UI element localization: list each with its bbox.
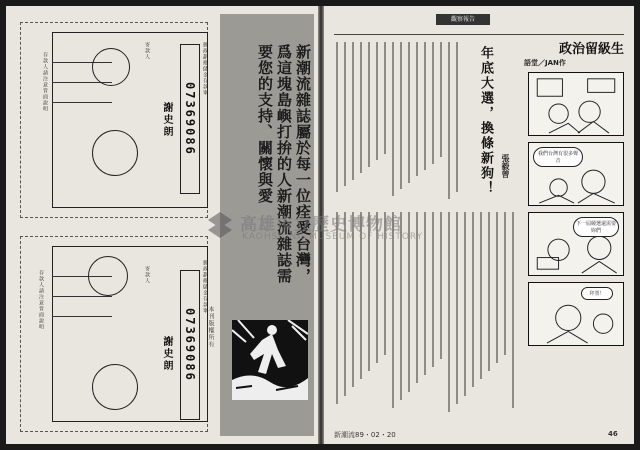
stamp-circle <box>92 48 130 86</box>
promo-band <box>220 14 314 436</box>
issue-footer: 新潮流89・02・20 <box>334 431 396 439</box>
stamp-circle <box>88 256 128 296</box>
text-line <box>504 212 506 355</box>
text-line <box>400 212 402 400</box>
comic-panel-4 <box>528 282 624 346</box>
text-line <box>416 212 418 383</box>
comic-panel-2 <box>528 142 624 206</box>
text-line <box>480 212 482 379</box>
payee-name: 謝史朗 <box>161 102 172 138</box>
text-line <box>344 42 346 186</box>
text-line <box>456 42 458 192</box>
text-line <box>368 42 370 167</box>
text-line <box>400 42 402 189</box>
text-line <box>488 212 490 371</box>
text-line <box>456 212 458 404</box>
postmark-circle <box>92 130 138 176</box>
text-line <box>376 42 378 160</box>
comic-title: 政治留級生 <box>558 42 624 57</box>
text-line <box>392 42 394 196</box>
text-line <box>368 212 370 371</box>
speech-bubble: 下一屆競選還需要妳們 <box>573 217 619 237</box>
text-line <box>392 212 394 408</box>
speech-bubble: 拜票！ <box>581 287 613 300</box>
text-line <box>336 42 338 192</box>
comic-panel-3 <box>528 212 624 276</box>
article-author: 張毅曾 <box>501 154 510 178</box>
text-line <box>424 212 426 375</box>
text-line <box>336 212 338 404</box>
text-line <box>448 212 450 412</box>
article-headline: 年底大選，換條新狗！ <box>478 46 493 196</box>
text-line <box>424 42 426 170</box>
text-line <box>352 42 354 180</box>
comic-panel-1 <box>528 72 624 136</box>
form-title: 郵政劃撥儲金存款單 <box>202 42 208 96</box>
text-line <box>432 212 434 367</box>
watermark-name-en: KAOHSIUNG MUSEUM OF HISTORY <box>242 232 424 242</box>
page-number: 46 <box>608 430 618 438</box>
text-line <box>512 212 514 408</box>
text-line <box>432 42 434 164</box>
notes-label: 存款人請注意背面說明 <box>42 52 48 112</box>
remittance-slip-bottom <box>12 236 212 432</box>
notes-label: 存款人請注意背面說明 <box>38 270 44 330</box>
speech-bubble: 我們台灣有很多聲音 <box>533 147 583 167</box>
text-line <box>496 212 498 363</box>
comic-strip <box>520 38 624 376</box>
column-header: 觀察報告 <box>436 14 490 25</box>
payee-name: 謝史朗 <box>161 336 172 372</box>
text-line <box>440 212 442 359</box>
text-line <box>408 42 410 183</box>
text-line <box>384 42 386 154</box>
text-line <box>472 212 474 387</box>
woodcut-illustration <box>232 320 308 400</box>
watermark-name-cn: 高雄市立歷史博物館 <box>240 215 402 235</box>
text-line <box>360 42 362 173</box>
text-line <box>408 212 410 392</box>
magazine-spread <box>6 6 634 444</box>
form-title: 郵政劃撥儲金存款單 <box>202 260 208 314</box>
text-line <box>464 212 466 396</box>
comic-credit: 語堂／JAN作 <box>524 59 566 67</box>
text-line <box>360 212 362 379</box>
text-line <box>448 42 450 199</box>
right-page <box>324 6 634 444</box>
postmark-circle <box>92 364 138 410</box>
promo-text: 新潮流雜誌屬於每一位痊愛台灣，爲這塊島嶼打拚的人新潮流雜誌需要您的支持、關懷與愛 <box>256 44 312 284</box>
sender-label: 寄款人 <box>144 266 150 284</box>
text-line <box>384 212 386 355</box>
left-page <box>6 6 318 444</box>
remittance-slip-top <box>12 22 212 218</box>
sender-label: 寄款人 <box>144 42 150 60</box>
text-line <box>352 212 354 387</box>
text-line <box>376 212 378 363</box>
text-line <box>344 212 346 396</box>
account-number: 07369086 <box>180 44 200 194</box>
text-line <box>440 42 442 157</box>
text-line <box>416 42 418 176</box>
remittance-forms <box>12 14 212 436</box>
account-number: 07369086 <box>180 270 200 420</box>
side-note: 本刊版權所有 <box>207 306 214 348</box>
